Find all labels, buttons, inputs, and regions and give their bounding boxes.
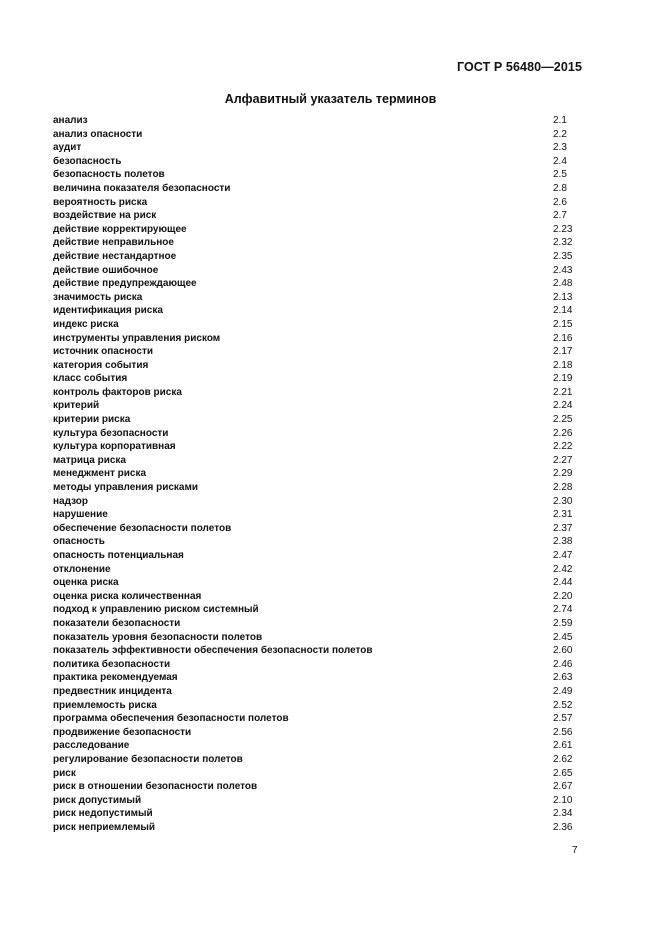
index-ref: 2.26 [553, 427, 573, 439]
index-ref: 2.23 [553, 223, 573, 235]
index-entry [53, 590, 573, 604]
index-ref: 2.30 [553, 495, 573, 507]
index-ref: 2.17 [553, 346, 573, 358]
index-term: матрица риска [53, 454, 126, 466]
index-entry [53, 372, 573, 386]
index-term: обеспечение безопасности полетов [53, 522, 232, 534]
index-term: показатели безопасности [53, 617, 181, 629]
index-entry [53, 658, 573, 672]
index-entry [53, 807, 573, 821]
index-entry [53, 264, 573, 278]
index-entry [53, 345, 573, 359]
index-entry [53, 549, 573, 563]
index-entry [53, 495, 573, 509]
index-ref: 2.44 [553, 577, 573, 589]
index-ref: 2.57 [553, 713, 573, 725]
index-term: методы управления рисками [53, 482, 199, 494]
index-term: менеджмент риска [53, 468, 147, 480]
index-term: культура корпоративная [53, 441, 176, 453]
index-ref: 2.42 [553, 563, 573, 575]
index-entry [53, 454, 573, 468]
index-entry [53, 821, 573, 835]
index-term: вероятность риска [53, 196, 148, 208]
index-entry [53, 427, 573, 441]
index-entry [53, 182, 573, 196]
index-term: действие ошибочное [53, 264, 159, 276]
index-term: идентификация риска [53, 305, 163, 317]
index-term: критерии риска [53, 414, 131, 426]
index-term: значимость риска [53, 291, 143, 303]
index-term: оценка риска количественная [53, 590, 202, 602]
index-entry [53, 141, 573, 155]
index-entry [53, 128, 573, 142]
index-entry [53, 739, 573, 753]
index-entry [53, 603, 573, 617]
index-term: показатель уровня безопасности полетов [53, 631, 263, 643]
index-term: источник опасности [53, 346, 154, 358]
page-number: 7 [572, 845, 578, 856]
index-ref: 2.21 [553, 386, 573, 398]
index-ref: 2.15 [553, 318, 573, 330]
index-entry [53, 563, 573, 577]
index-ref: 2.3 [553, 142, 567, 154]
index-term: действие предупреждающее [53, 278, 197, 290]
index-ref: 2.63 [553, 672, 573, 684]
index-term: программа обеспечения безопасности полетов [53, 713, 289, 725]
index-entry [53, 522, 573, 536]
index-ref: 2.59 [553, 617, 573, 629]
index-ref: 2.74 [553, 604, 573, 616]
index-ref: 2.8 [553, 182, 567, 194]
index-entry [53, 209, 573, 223]
index-entry [53, 712, 573, 726]
index-ref: 2.37 [553, 522, 573, 534]
index-term: оценка риска [53, 577, 119, 589]
index-ref: 2.31 [553, 509, 573, 521]
index-ref: 2.2 [553, 128, 567, 140]
index-term: практика рекомендуемая [53, 672, 178, 684]
index-entry [53, 726, 573, 740]
index-ref: 2.4 [553, 155, 567, 167]
index-ref: 2.29 [553, 468, 573, 480]
index-entry [53, 467, 573, 481]
index-ref: 2.6 [553, 196, 567, 208]
index-term: риск в отношении безопасности полетов [53, 781, 258, 793]
index-term: действие корректирующее [53, 223, 187, 235]
index-entry [53, 767, 573, 781]
index-ref: 2.14 [553, 305, 573, 317]
index-ref: 2.46 [553, 658, 573, 670]
index-term: величина показателя безопасности [53, 182, 231, 194]
index-entry [53, 304, 573, 318]
index-ref: 2.67 [553, 781, 573, 793]
index-term: контроль факторов риска [53, 386, 182, 398]
index-term: показатель эффективности обеспечения безопасности полетов [53, 645, 373, 657]
index-term: культура безопасности [53, 427, 169, 439]
index-term: опасность потенциальная [53, 550, 184, 561]
index-entry [53, 223, 573, 237]
index-term: инструменты управления риском [53, 332, 221, 344]
index-entry [53, 481, 573, 495]
index-entry [53, 794, 573, 808]
index-term: критерий [53, 400, 100, 412]
index-entry [53, 685, 573, 699]
index-ref: 2.45 [553, 631, 573, 643]
index-ref: 2.7 [553, 210, 567, 222]
index-entry [53, 386, 573, 400]
index-ref: 2.13 [553, 291, 573, 303]
index-ref: 2.5 [553, 169, 567, 181]
index-title: Алфавитный указатель терминов [224, 92, 437, 106]
index-entry [53, 114, 573, 128]
index-entry [53, 576, 573, 590]
index-entry [53, 196, 573, 210]
index-term: анализ [53, 115, 88, 126]
index-ref: 2.24 [553, 400, 573, 412]
index-ref: 2.38 [553, 536, 573, 548]
index-entry [53, 277, 573, 291]
index-ref: 2.19 [553, 373, 573, 385]
index-ref: 2.52 [553, 699, 573, 711]
index-term: регулирование безопасности полетов [53, 753, 243, 765]
index-entry [53, 631, 573, 645]
index-entry [53, 617, 573, 631]
index-entry [53, 440, 573, 454]
term-index-list [53, 114, 573, 834]
index-ref: 2.36 [553, 821, 573, 833]
index-entry [53, 753, 573, 767]
index-entry [53, 359, 573, 373]
index-entry [53, 508, 573, 522]
index-ref: 2.47 [553, 550, 573, 561]
index-term: индекс риска [53, 318, 119, 330]
index-ref: 2.65 [553, 767, 573, 779]
index-ref: 2.60 [553, 645, 573, 657]
index-ref: 2.62 [553, 753, 573, 765]
index-term: риск допустимый [53, 794, 142, 806]
index-ref: 2.49 [553, 685, 573, 697]
index-entry [53, 671, 573, 685]
index-term: опасность [53, 536, 105, 548]
index-term: риск неприемлемый [53, 821, 156, 833]
index-term: продвижение безопасности [53, 726, 192, 738]
index-term: предвестник инцидента [53, 685, 172, 697]
index-entry [53, 236, 573, 250]
index-term: расследование [53, 740, 130, 752]
index-ref: 2.48 [553, 278, 573, 290]
index-ref: 2.18 [553, 359, 573, 371]
index-term: безопасность [53, 155, 122, 167]
index-entry [53, 318, 573, 332]
index-entry [53, 644, 573, 658]
index-ref: 2.35 [553, 250, 573, 262]
index-ref: 2.34 [553, 808, 573, 820]
index-entry [53, 780, 573, 794]
index-ref: 2.32 [553, 237, 573, 249]
index-entry [53, 168, 573, 182]
index-term: категория события [53, 359, 149, 371]
index-term: риск недопустимый [53, 808, 153, 820]
index-term: риск [53, 767, 76, 779]
index-term: отклонение [53, 563, 111, 575]
index-term: приемлемость риска [53, 699, 157, 711]
index-term: класс события [53, 373, 128, 385]
index-ref: 2.61 [553, 740, 573, 752]
index-entry [53, 250, 573, 264]
index-term: действие неправильное [53, 237, 174, 249]
index-ref: 2.20 [553, 590, 573, 602]
index-term: подход к управлению риском системный [53, 604, 259, 616]
index-entry [53, 699, 573, 713]
index-entry [53, 535, 573, 549]
index-term: анализ опасности [53, 128, 143, 140]
index-ref: 2.56 [553, 726, 573, 738]
index-term: нарушение [53, 509, 108, 521]
standard-id-header: ГОСТ Р 56480—2015 [456, 60, 582, 74]
index-ref: 2.1 [553, 115, 567, 126]
index-term: воздействие на риск [53, 210, 157, 222]
index-ref: 2.43 [553, 264, 573, 276]
index-entry [53, 413, 573, 427]
index-term: действие нестандартное [53, 250, 177, 262]
index-entry [53, 399, 573, 413]
index-ref: 2.10 [553, 794, 573, 806]
index-term: безопасность полетов [53, 169, 165, 181]
index-entry [53, 332, 573, 346]
index-entry [53, 291, 573, 305]
index-entry [53, 155, 573, 169]
index-ref: 2.28 [553, 482, 573, 494]
index-ref: 2.16 [553, 332, 573, 344]
index-term: надзор [53, 495, 89, 507]
index-term: аудит [53, 142, 82, 154]
index-ref: 2.25 [553, 414, 573, 426]
index-ref: 2.27 [553, 454, 573, 466]
index-ref: 2.22 [553, 441, 573, 453]
index-term: политика безопасности [53, 658, 171, 670]
